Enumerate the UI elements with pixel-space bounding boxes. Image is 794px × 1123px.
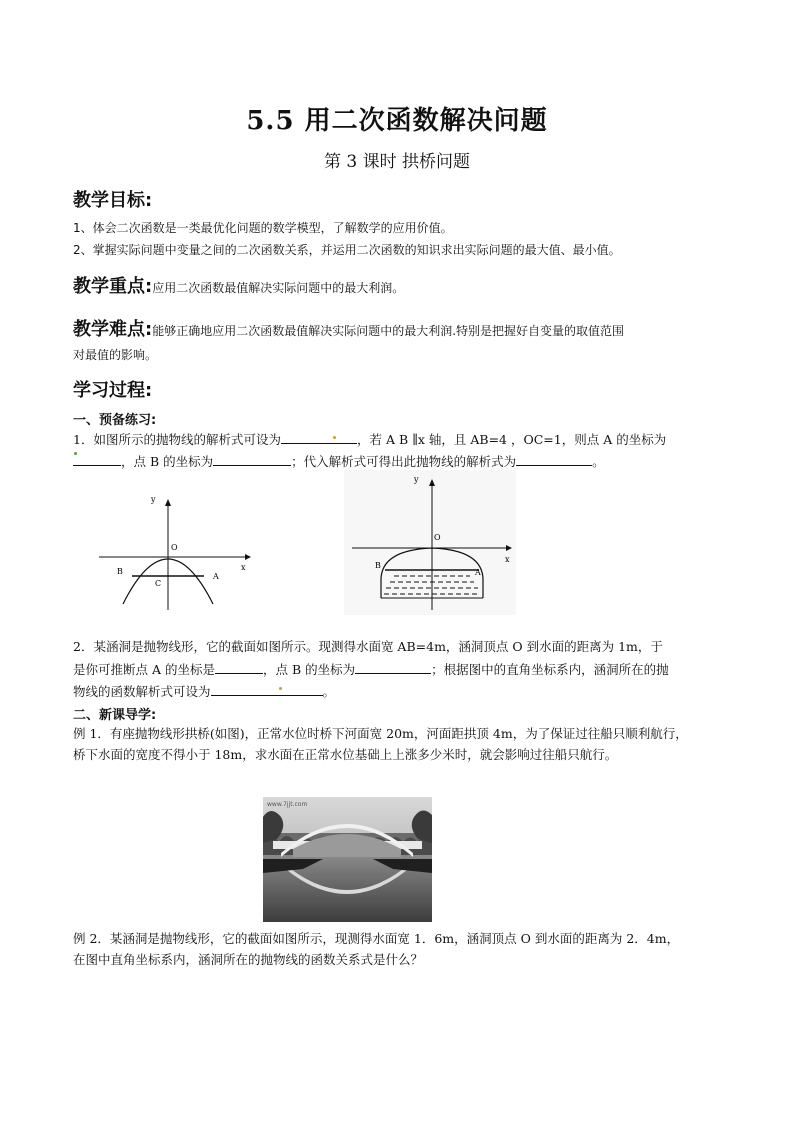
example-1-line1: 例 1．有座抛物线形拱桥(如图)，正常水位时桥下河面宽 20m，河面距拱顶 4m，为了保证过往船只顺利航行， bbox=[73, 726, 688, 741]
fig1-label-a: A bbox=[213, 572, 219, 581]
page-title: 5.5 用二次函数解决问题 bbox=[246, 106, 548, 136]
key-points-text: 应用二次函数最值解决实际问题中的最大利润。 bbox=[152, 281, 405, 295]
difficulties-text-line1: 能够正确地应用二次函数最值解决实际问题中的最大利润.特别是把握好自变量的取值范围 bbox=[152, 324, 625, 338]
section-1-heading: 一、预备练习: bbox=[73, 413, 157, 428]
q1-blank-expression[interactable] bbox=[516, 452, 592, 466]
q1-text-d: ；代入解析式可得出此抛物线的解析式为 bbox=[291, 454, 517, 469]
question-2-line3 bbox=[73, 682, 335, 701]
section-2-heading: 二、新课导学: bbox=[73, 708, 157, 723]
q2-blank-expression[interactable] bbox=[211, 682, 323, 696]
process-heading: 学习过程: bbox=[73, 380, 153, 401]
example-1-line2: 桥下水面的宽度不得小于 18m，求水面在正常水位基础上上涨多少米时，就会影响过往船只航行。 bbox=[73, 747, 618, 762]
q1-text-b: ，若 A B ∥x 轴，且 AB=4 ，OC=1，则点 A 的坐标为 bbox=[356, 432, 667, 447]
photo-watermark: www.7jjt.com bbox=[267, 801, 308, 808]
fig2-label-a: A bbox=[475, 568, 481, 577]
fig1-label-o: O bbox=[171, 543, 178, 552]
fig2-label-y: y bbox=[414, 475, 419, 484]
page-subtitle: 第 3 课时 拱桥问题 bbox=[323, 152, 471, 172]
q2-blank-point-b[interactable] bbox=[355, 660, 431, 674]
fig1-label-x: x bbox=[241, 563, 246, 572]
q2-text-c: ；根据图中的直角坐标系内，涵洞所在的抛 bbox=[431, 662, 669, 677]
difficulties bbox=[73, 315, 624, 341]
q1-blank-form[interactable] bbox=[281, 430, 357, 444]
example-2-line1: 例 2．某涵洞是抛物线形，它的截面如图所示，现测得水面宽 1．6m，涵洞顶点 O 到水面的距离为 2．4m， bbox=[73, 931, 680, 946]
q2-text-b: ，点 B 的坐标为 bbox=[262, 662, 356, 677]
fig1-label-y: y bbox=[151, 495, 156, 504]
fig2-label-x: x bbox=[505, 555, 510, 564]
q2-text-a: 是你可推断点 A 的坐标是 bbox=[73, 662, 215, 677]
objective-item-1: 1、体会二次函数是一类最优化问题的数学模型，了解数学的应用价值。 bbox=[73, 221, 453, 235]
q1-blank-point-b[interactable] bbox=[213, 452, 291, 466]
figure-2-culvert bbox=[344, 470, 516, 615]
fig2-background bbox=[344, 470, 516, 615]
q1-text-a: 1．如图所示的抛物线的解析式可设为 bbox=[73, 432, 281, 447]
question-1-line1 bbox=[73, 430, 666, 449]
figure-1-parabola bbox=[95, 492, 255, 617]
example-2-line2: 在图中直角坐标系内，涵洞所在的抛物线的函数关系式是什么？ bbox=[73, 952, 424, 967]
objective-item-2: 2、掌握实际问题中变量之间的二次函数关系，并运用二次函数的知识求出实际问题的最大值、最小值。 bbox=[73, 243, 621, 257]
fig1-label-c: C bbox=[155, 579, 162, 588]
objectives-heading: 教学目标: bbox=[73, 190, 153, 211]
difficulties-text-line2: 对最值的影响。 bbox=[73, 348, 158, 362]
q1-text-e: 。 bbox=[592, 454, 605, 469]
q2-text-e: 。 bbox=[322, 684, 336, 699]
question-2-line1: 2．某涵洞是抛物线形，它的截面如图所示。现测得水面宽 AB=4m，涵洞顶点 O 到水面的距离为 1m，于 bbox=[73, 639, 663, 654]
q1-text-c: ，点 B 的坐标为 bbox=[121, 454, 214, 469]
bridge-photo bbox=[263, 797, 432, 922]
fig1-y-arrow bbox=[165, 499, 171, 506]
difficulties-heading: 教学难点: bbox=[73, 319, 153, 340]
fig1-label-b: B bbox=[117, 567, 123, 576]
q2-text-d: 物线的函数解析式可设为 bbox=[73, 684, 211, 699]
question-1-line2 bbox=[73, 452, 605, 471]
fig1-x-arrow bbox=[245, 554, 251, 560]
question-2-line2 bbox=[73, 660, 669, 679]
q1-blank-point-a[interactable] bbox=[73, 452, 121, 466]
q2-blank-point-a[interactable] bbox=[215, 660, 263, 674]
fig2-label-b: B bbox=[375, 561, 381, 570]
key-points-heading: 教学重点: bbox=[73, 276, 153, 297]
key-points bbox=[73, 272, 404, 298]
fig2-label-o: O bbox=[434, 533, 441, 542]
